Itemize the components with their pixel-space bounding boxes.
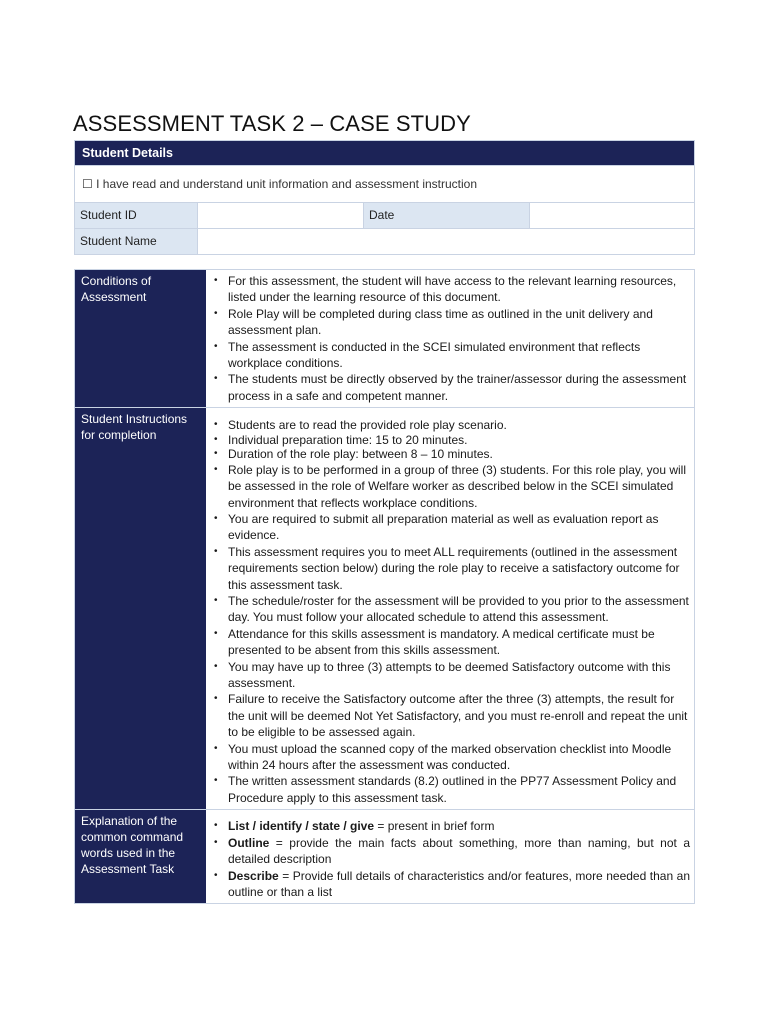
command-term: Describe (228, 868, 279, 883)
confirmation-text: I have read and understand unit information and assessment instruction (96, 177, 478, 191)
list-item: • Individual preparation time: 15 to 20 minutes. (213, 433, 690, 448)
conditions-list (213, 273, 690, 404)
list-item (213, 835, 690, 868)
conditions-row (75, 270, 694, 407)
student-id-field[interactable] (197, 203, 363, 228)
list-item: • Role Play will be completed during class time as outlined in the unit delivery and assessment plan. (213, 306, 690, 339)
list-item: • You must upload the scanned copy of the marked observation checklist into Moodle within 24 hours after the assessment was conducted. (213, 741, 690, 774)
student-details-table (74, 140, 695, 255)
command-words-label: Explanation of the common command words used in the Assessment Task (75, 810, 206, 903)
student-id-row (75, 202, 694, 228)
list-item: • For this assessment, the student will have access to the relevant learning resources, listed under the learning resource of this document. (213, 273, 690, 306)
date-label: Date (363, 203, 529, 228)
list-item: • Attendance for this skills assessment is mandatory. A medical certificate must be presented to be absent from this skills assessment. (213, 626, 690, 659)
command-words-list (213, 818, 690, 900)
list-item: • The schedule/roster for the assessment will be provided to you prior to the assessment day. You must follow your allocated schedule to attend this assessment. (213, 593, 690, 626)
student-name-label: Student Name (75, 229, 197, 254)
list-item: • Students are to read the provided role play scenario. (213, 418, 690, 433)
list-item: • You may have up to three (3) attempts to be deemed Satisfactory outcome with this assessment. (213, 659, 690, 692)
instructions-list (213, 418, 690, 806)
page-title: ASSESSMENT TASK 2 – CASE STUDY (73, 111, 471, 136)
list-item: • The assessment is conducted in the SCEI simulated environment that reflects workplace conditions. (213, 339, 690, 372)
instructions-label: Student Instructions for completion (75, 408, 206, 809)
command-definition: = provide the main facts about something, more than naming, but not a detailed description (228, 835, 690, 867)
command-term: Outline (228, 835, 270, 850)
command-definition: = Provide full details of characteristics and/or features, more needed than an outline or than a list (228, 868, 690, 899)
list-item: • The written assessment standards (8.2) outlined in the PP77 Assessment Policy and Procedure apply to this assessment task. (213, 773, 690, 806)
list-item: • You are required to submit all preparation material as well as evaluation report as evidence. (213, 511, 690, 544)
student-id-label: Student ID (75, 203, 197, 228)
command-term: List / identify / state / give (228, 819, 375, 834)
student-name-field[interactable] (197, 229, 694, 254)
list-item: • This assessment requires you to meet ALL requirements (outlined in the assessment requirements section below) during the role play to receive a satisfactory outcome for this assessment task. (213, 544, 690, 593)
instructions-row (75, 407, 694, 809)
list-item: • Duration of the role play: between 8 – 10 minutes. (213, 447, 690, 462)
confirmation-row (75, 165, 694, 202)
student-details-header: Student Details (75, 141, 694, 165)
command-words-row (75, 809, 694, 903)
student-name-row (75, 228, 694, 254)
command-definition: = present in brief form (374, 819, 495, 834)
confirmation-checkbox[interactable]: ☐ (82, 177, 93, 191)
list-item (213, 868, 690, 901)
conditions-label: Conditions of Assessment (75, 270, 206, 407)
list-item: • Failure to receive the Satisfactory outcome after the three (3) attempts, the result for the unit will be deemed Not Yet Satisfactory, and you must re-enroll and repeat the unit to be eligible to be assessed again. (213, 691, 690, 740)
date-field[interactable] (529, 203, 694, 228)
list-item: • Role play is to be performed in a group of three (3) students. For this role play, you will be assessed in the role of Welfare worker as described below in the SCEI simulated environment that reflects workplace conditions. (213, 462, 690, 511)
list-item: • The students must be directly observed by the trainer/assessor during the assessment process in a safe and competent manner. (213, 371, 690, 404)
list-item (213, 818, 690, 834)
assessment-info-table (74, 269, 695, 904)
